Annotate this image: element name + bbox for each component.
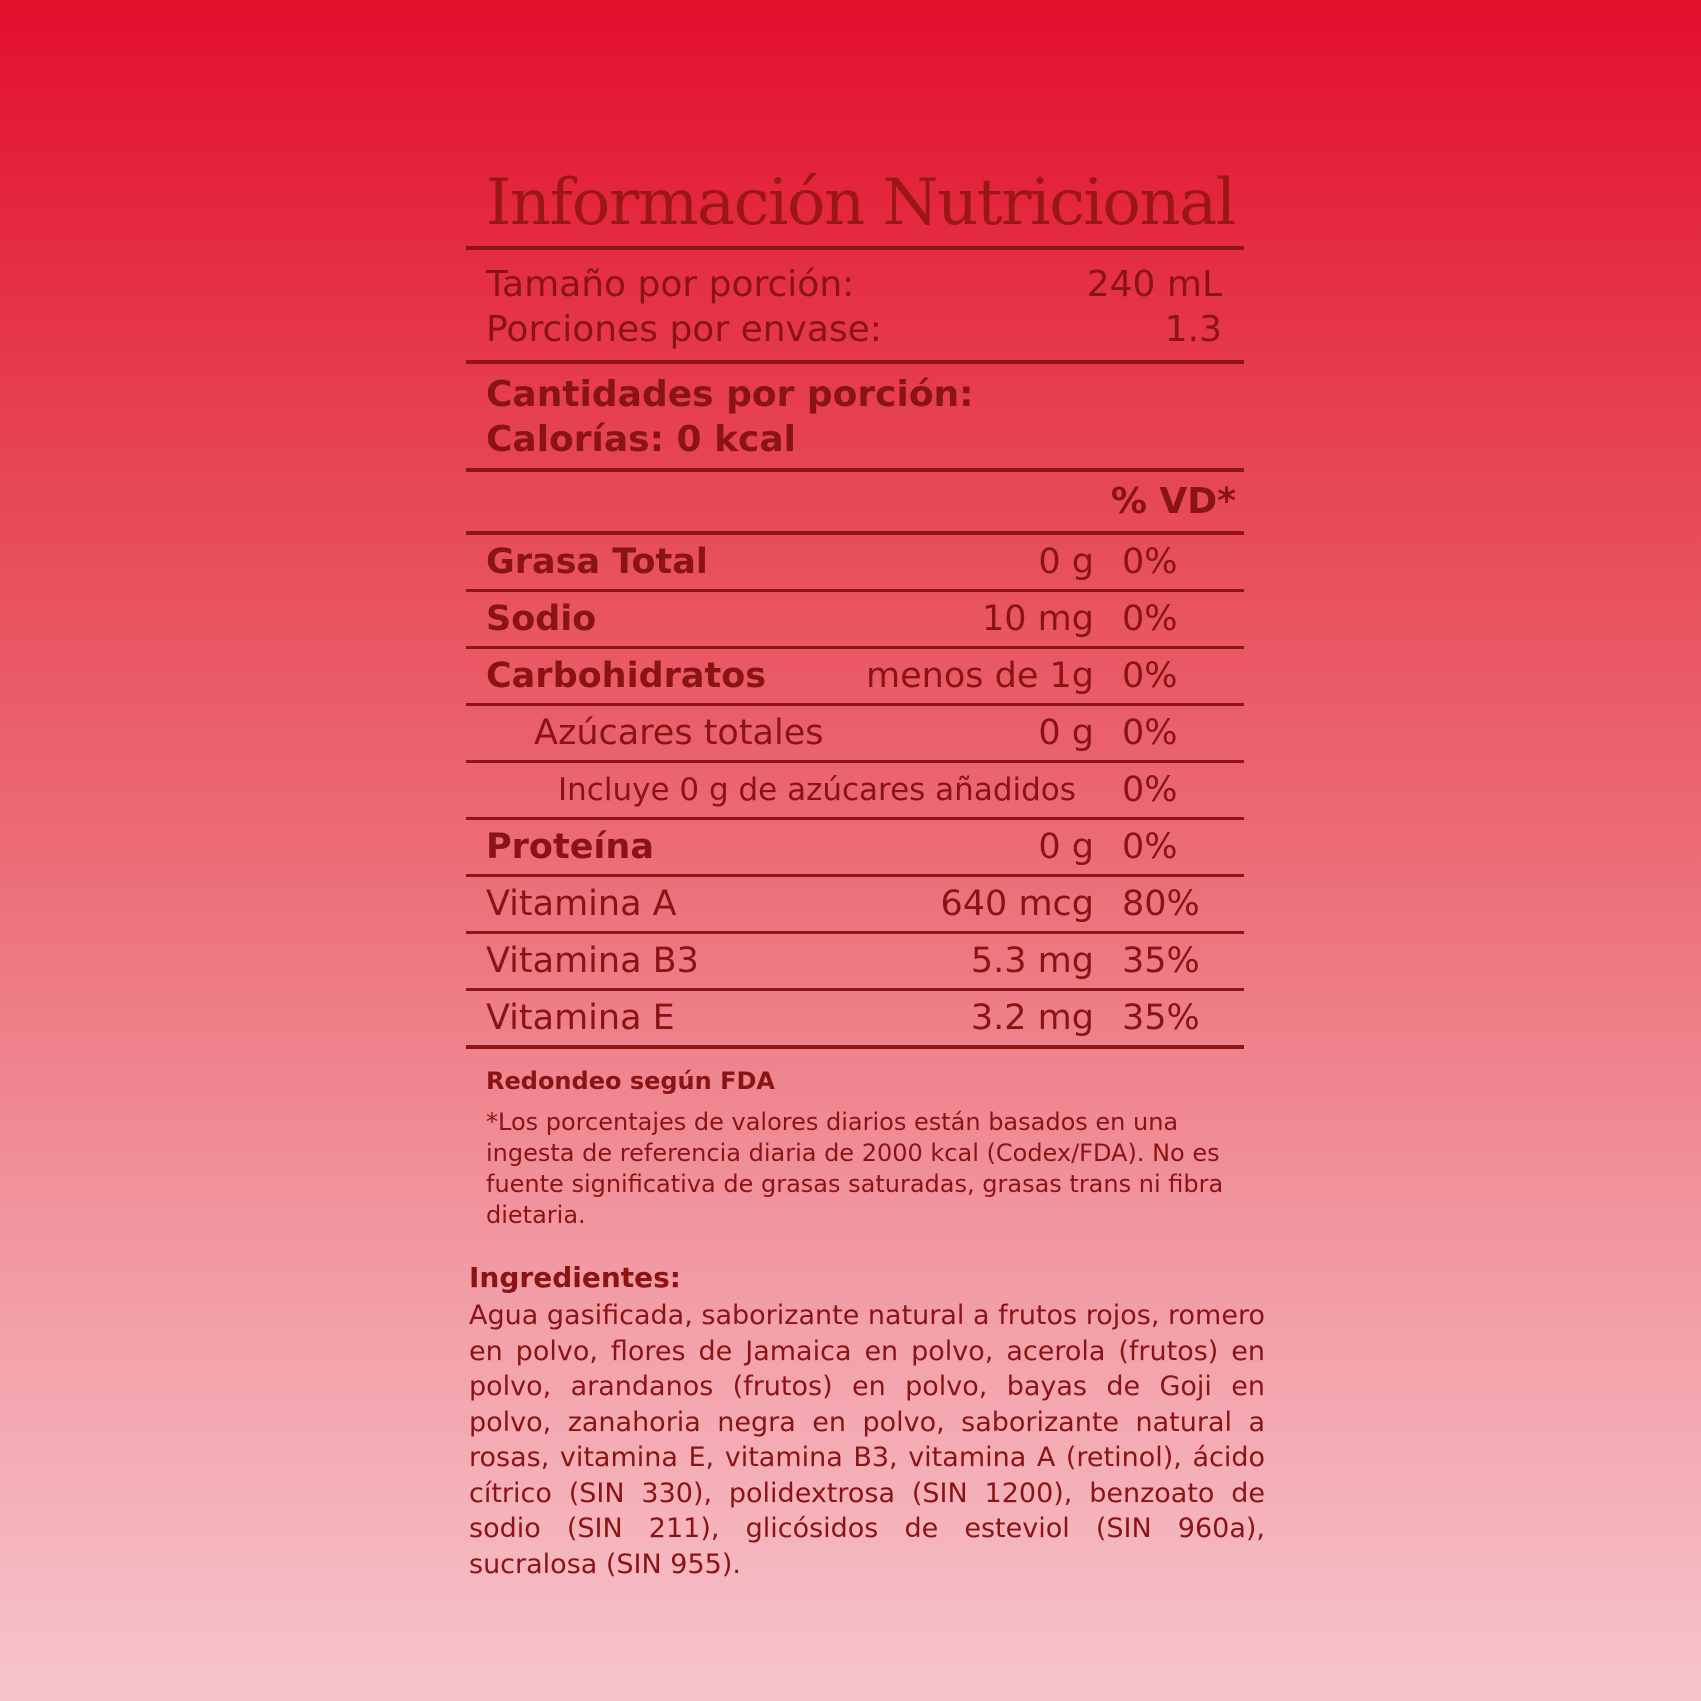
nutrient-dv: 0% [1122,713,1178,753]
ingredients-text: Agua gasificada, saborizante natural a frutos rojos, romero en polvo, flores de Jamaica en polvo, acerola (frutos) en polvo, arandanos (frutos) en polvo, bayas de Goji en polvo, zanahoria negra en polvo, saborizante natural a rosas, vitamina E, vitamina B3, vitamina A (retinol), ácido cítrico (SIN 330), polidextrosa (SIN 1200), benzoato de sodio (SIN 211), glicósidos de esteviol (SIN 960a), sucralosa (SIN 955). [469,1300,1265,1580]
daily-value-disclaimer: *Los porcentajes de valores diarios están basados en una ingesta de referencia diaria de 2000 kcal (Codex/FDA). No es fuente significativa de grasas saturadas, grasas trans ni fibra dietaria. [486,1108,1224,1229]
nutrient-name: Azúcares totales [534,713,824,753]
nutrient-dv: 0% [1122,599,1178,639]
nutrient-dv: 0% [1122,827,1178,867]
nutrient-row-vitamin-e [466,991,1244,1045]
serving-size-row [466,262,1244,307]
servings-per-container-value: 1.3 [1164,309,1222,350]
amounts-label: Cantidades por porción: [486,374,974,415]
serving-size-label: Tamaño por porción: [486,264,855,305]
amounts-section [466,364,1244,468]
nutrient-dv: 0% [1122,770,1178,810]
nutrient-name: Vitamina A [486,884,677,924]
serving-info [466,250,1244,360]
daily-value-header: % VD* [1110,481,1236,522]
nutrient-dv: 80% [1122,884,1200,924]
ingredients-title: Ingredientes: [469,1261,681,1294]
nutrient-row-fat [466,535,1244,589]
nutrient-name: Carbohidratos [486,656,767,696]
nutrient-amount: 5.3 mg [970,941,1094,981]
nutrient-row-sodium [466,592,1244,646]
nutrient-row-added-sugars [466,763,1244,817]
nutrient-dv: 0% [1122,542,1178,582]
nutrient-dv: 35% [1122,941,1200,981]
nutrient-name: Vitamina E [486,998,675,1038]
nutrition-facts-panel [466,160,1244,1231]
nutrient-dv: 0% [1122,656,1178,696]
rounding-note: Redondeo según FDA [486,1067,775,1095]
nutrition-title: Información Nutricional [486,166,1235,240]
nutrient-amount: 3.2 mg [970,998,1094,1038]
nutrient-name: Grasa Total [486,542,708,582]
nutrient-row-protein [466,820,1244,874]
nutrient-amount: 0 g [1038,542,1094,582]
nutrient-row-vitamin-b3 [466,934,1244,988]
nutrient-amount: 10 mg [982,599,1094,639]
serving-size-value: 240 mL [1086,264,1222,305]
nutrient-row-sugars [466,706,1244,760]
servings-per-container-label: Porciones por envase: [486,309,882,350]
nutrient-name: Vitamina B3 [486,941,699,981]
nutrient-amount: menos de 1g [866,656,1094,696]
nutrient-name: Proteína [486,827,654,867]
servings-per-container-row [466,307,1244,352]
calories: Calorías: 0 kcal [486,419,797,460]
footnotes [466,1049,1244,1231]
nutrient-dv: 35% [1122,998,1200,1038]
nutrient-name: Incluye 0 g de azúcares añadidos [558,772,1076,808]
nutrient-row-carbohydrates [466,649,1244,703]
nutrient-row-vitamin-a [466,877,1244,931]
nutrient-name: Sodio [486,599,597,639]
nutrient-amount: 0 g [1038,713,1094,753]
nutrient-amount: 640 mcg [940,884,1094,924]
nutrient-amount: 0 g [1038,827,1094,867]
ingredients-section [469,1258,1265,1582]
